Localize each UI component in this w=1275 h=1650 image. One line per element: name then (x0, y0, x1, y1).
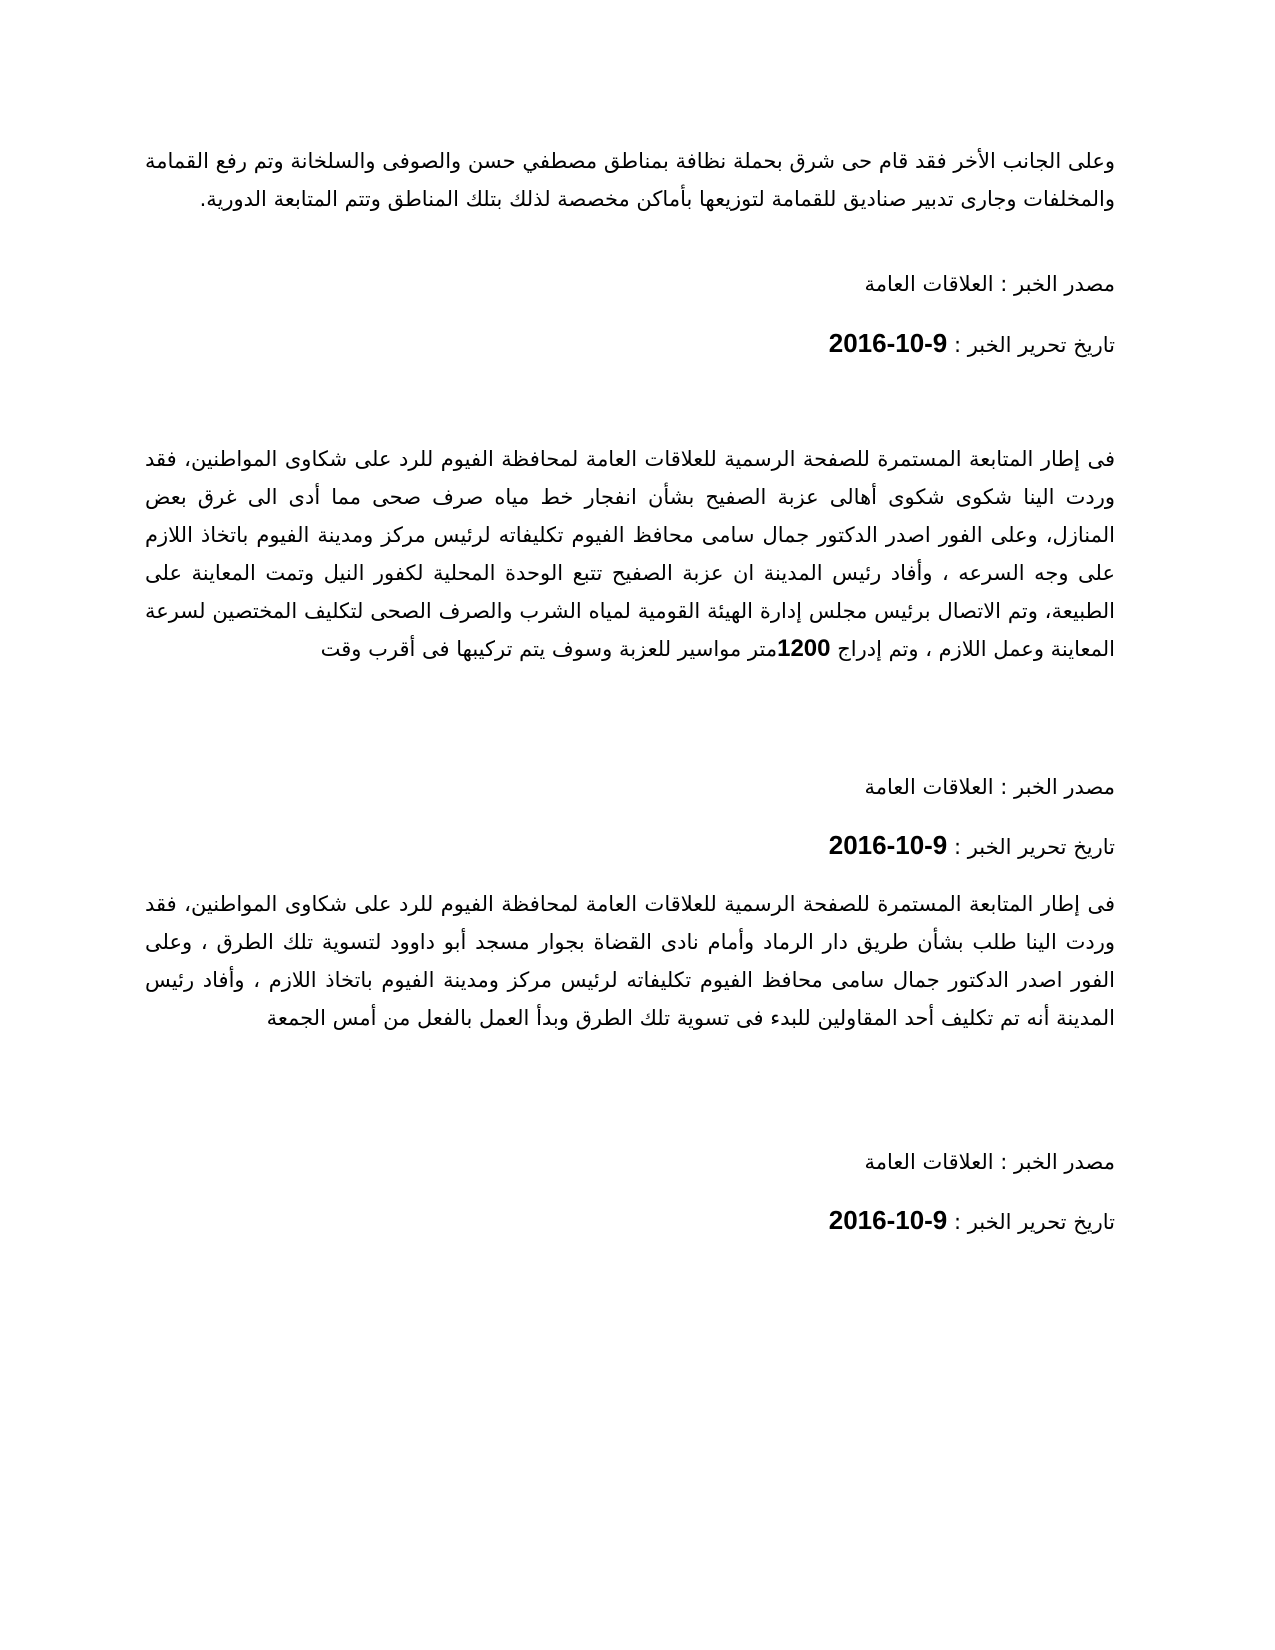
article-2-number: 1200 (777, 635, 831, 662)
article-1-date-value: 2016-10-9 (828, 328, 948, 358)
article-2-text-after: متر مواسير للعزبة وسوف يتم تركيبها فى أقرب وقت (320, 637, 778, 661)
article-1-source: مصدر الخبر : العلاقات العامة (864, 272, 1115, 296)
article-2-text-before: فى إطار المتابعة المستمرة للصفحة الرسمية للعلاقات العامة لمحافظة الفيوم للرد على شكاوى المواطنين، فقد وردت الينا شكوى شكوى أهالى عزبة الصفيح بشأن انفجار خط مياه صرف صحى مما أدى الى غرق بعض المنازل، وعلى الفور اصدر الدكتور جمال سامى محافظ الفيوم تكليفاته لرئيس مركز ومدينة الفيوم باتخاذ اللازم على وجه السرعه ، وأفاد رئيس المدينة ان عزبة الصفيح تتبع الوحدة المحلية لكفور النيل وتمت المعاينة على الطبيعة، وتم الاتصال برئيس مجلس إدارة الهيئة القومية لمياه الشرب والصرف الصحى لتكليف المختصين لسرعة المعاينة وعمل اللازم ، وتم إدراج (145, 447, 1115, 661)
article-3-source: مصدر الخبر : العلاقات العامة (864, 1150, 1115, 1174)
article-2-body (145, 440, 1115, 668)
article-1-date-label: تاريخ تحرير الخبر : (953, 333, 1115, 357)
article-3-date-label: تاريخ تحرير الخبر : (953, 1210, 1115, 1234)
article-1-body (145, 142, 1115, 218)
article-3-body (145, 885, 1115, 1037)
article-2-date (829, 830, 1115, 861)
article-2-date-value: 2016-10-9 (828, 830, 948, 860)
article-2-source: مصدر الخبر : العلاقات العامة (864, 775, 1115, 799)
article-3-date-value: 2016-10-9 (828, 1205, 948, 1235)
article-1-date (829, 328, 1115, 359)
article-2-paragraph (145, 440, 1115, 668)
article-3-paragraph: فى إطار المتابعة المستمرة للصفحة الرسمية للعلاقات العامة لمحافظة الفيوم للرد على شكاوى المواطنين، فقد وردت الينا طلب بشأن طريق دار الرماد وأمام نادى القضاة بجوار مسجد أبو داوود لتسوية تلك الطرق ، وعلى الفور اصدر الدكتور جمال سامى محافظ الفيوم تكليفاته لرئيس مركز ومدينة الفيوم باتخاذ اللازم ، وأفاد رئيس المدينة أنه تم تكليف أحد المقاولين للبدء فى تسوية تلك الطرق وبدأ العمل بالفعل من أمس الجمعة (145, 892, 1115, 1030)
article-2-date-label: تاريخ تحرير الخبر : (953, 835, 1115, 859)
article-1-paragraph: وعلى الجانب الأخر فقد قام حى شرق بحملة نظافة بمناطق مصطفي حسن والصوفى والسلخانة وتم رفع القمامة والمخلفات وجارى تدبير صناديق للقمامة لتوزيعها بأماكن مخصصة لذلك بتلك المناطق وتتم المتابعة الدورية. (145, 149, 1115, 211)
article-3-date (829, 1205, 1115, 1236)
